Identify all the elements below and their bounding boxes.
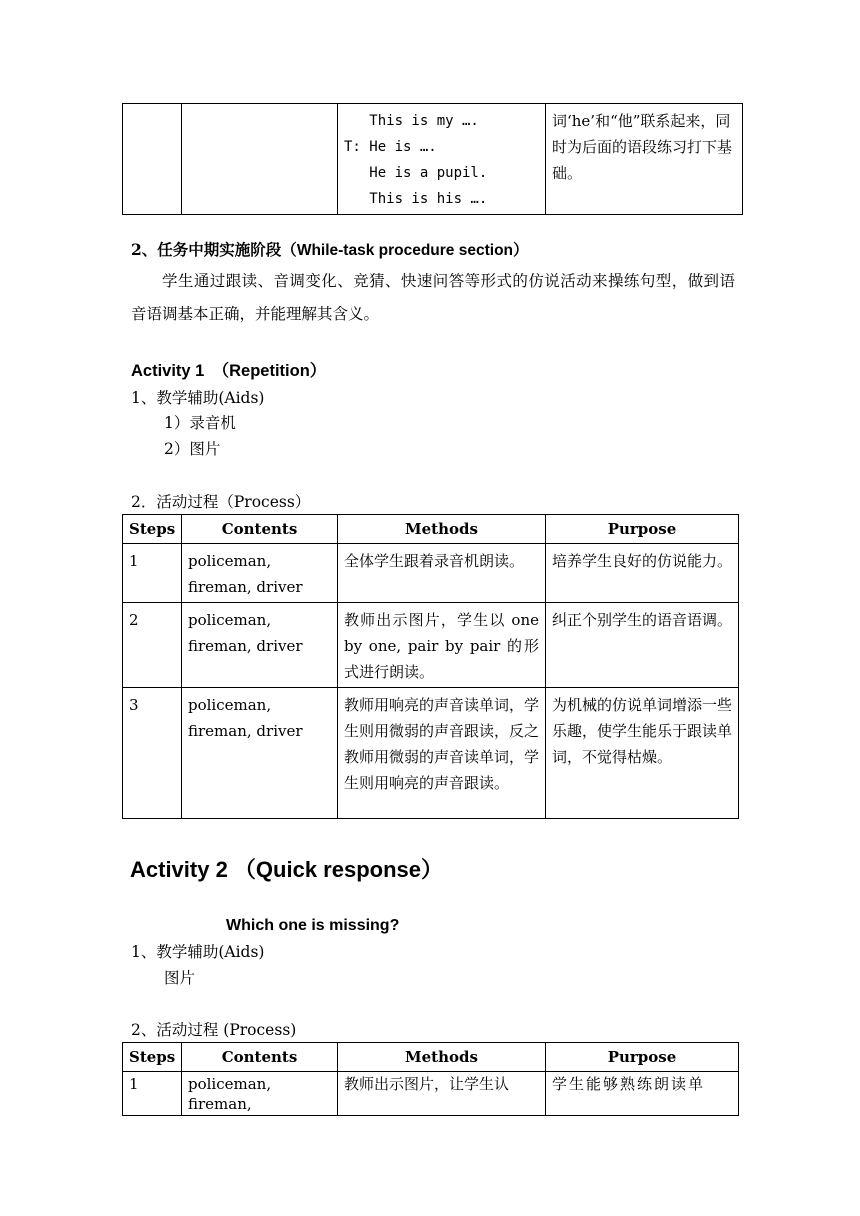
- table-row: [123, 688, 739, 819]
- dialogue-line: This is his ….: [344, 191, 488, 207]
- column-header-steps: Steps: [123, 1043, 182, 1072]
- step-cell: 3: [123, 688, 182, 819]
- column-header-contents: Contents: [182, 1043, 338, 1072]
- activity1-table: [122, 514, 739, 819]
- section2-title-close: ）: [513, 240, 529, 259]
- section2-number: 2、: [131, 240, 158, 259]
- methods-cell: 教师出示图片，让学生认: [338, 1072, 546, 1116]
- column-header-contents: Contents: [182, 515, 338, 544]
- top-table-dialogue-cell: [338, 104, 546, 215]
- purpose-cell: 为机械的仿说单词增添一些乐趣，使学生能乐于跟读单词，不觉得枯燥。: [546, 688, 739, 819]
- top-table-purpose-cell: [546, 104, 743, 215]
- methods-cell: 教师出示图片，学生以 one by one, pair by pair 的形式进行朗读。: [338, 603, 546, 688]
- activity1-heading: Activity 1 （Repetition）: [131, 362, 327, 380]
- table-row: [123, 603, 739, 688]
- column-header-steps: Steps: [123, 515, 182, 544]
- step-cell: 1: [123, 1072, 182, 1116]
- contents-cell: policeman, fireman,: [182, 1072, 338, 1116]
- dialogue-line: This is my ….: [344, 113, 479, 129]
- contents-cell: policeman, fireman, driver: [182, 688, 338, 819]
- step-cell: 2: [123, 603, 182, 688]
- purpose-cell: 纠正个别学生的语音语调。: [546, 603, 739, 688]
- dialogue-line: He is a pupil.: [344, 165, 488, 181]
- section2-paragraph: 学生通过跟读、音调变化、竞猜、快速问答等形式的仿说活动来操练句型，做到语音语调基本正确，并能理解其含义。: [131, 272, 735, 323]
- table-row: [123, 544, 739, 603]
- step-cell: 1: [123, 544, 182, 603]
- contents-cell: policeman, fireman, driver: [182, 544, 338, 603]
- purpose-cell: 学生能够熟练朗读单: [546, 1072, 739, 1116]
- table-row: [123, 1072, 739, 1116]
- top-table-steps-cell: [123, 104, 182, 215]
- activity1-aids-label: 1、教学辅助(Aids): [131, 389, 265, 407]
- activity2-subheading: Which one is missing?: [226, 917, 400, 934]
- top-table-contents-cell: [182, 104, 338, 215]
- activity2-table: [122, 1042, 739, 1116]
- column-header-purpose: Purpose: [546, 1043, 739, 1072]
- section2-title-cn: 任务中期实施阶段（: [157, 240, 297, 259]
- column-header-purpose: Purpose: [546, 515, 739, 544]
- activity2-aids-item: 图片: [164, 969, 196, 987]
- activity2-process-label: 2、活动过程 (Process): [131, 1021, 297, 1039]
- activity1-process-label: 2．活动过程（Process）: [131, 493, 311, 511]
- purpose-cell: 培养学生良好的仿说能力。: [546, 544, 739, 603]
- methods-cell: 全体学生跟着录音机朗读。: [338, 544, 546, 603]
- activity1-aids-item: 2）图片: [164, 440, 221, 458]
- column-header-methods: Methods: [338, 1043, 546, 1072]
- activity1-aids-item: 1）录音机: [164, 414, 236, 432]
- contents-cell: policeman, fireman, driver: [182, 603, 338, 688]
- activity2-heading: Activity 2 （Quick response）: [130, 857, 443, 882]
- top-table-purpose-text: 词‘he’和“他”联系起来，同时为后面的语段练习打下基础。: [552, 112, 733, 182]
- dialogue-line: T: He is ….: [344, 139, 437, 155]
- column-header-methods: Methods: [338, 515, 546, 544]
- top-continuation-table: [122, 103, 743, 215]
- section2-heading: [131, 238, 529, 263]
- activity2-aids-label: 1、教学辅助(Aids): [131, 943, 265, 961]
- section2-title-en: While-task procedure section: [296, 242, 514, 259]
- methods-cell: 教师用响亮的声音读单词，学生则用微弱的声音跟读，反之教师用微弱的声音读单词，学生则用响亮的声音跟读。: [338, 688, 546, 819]
